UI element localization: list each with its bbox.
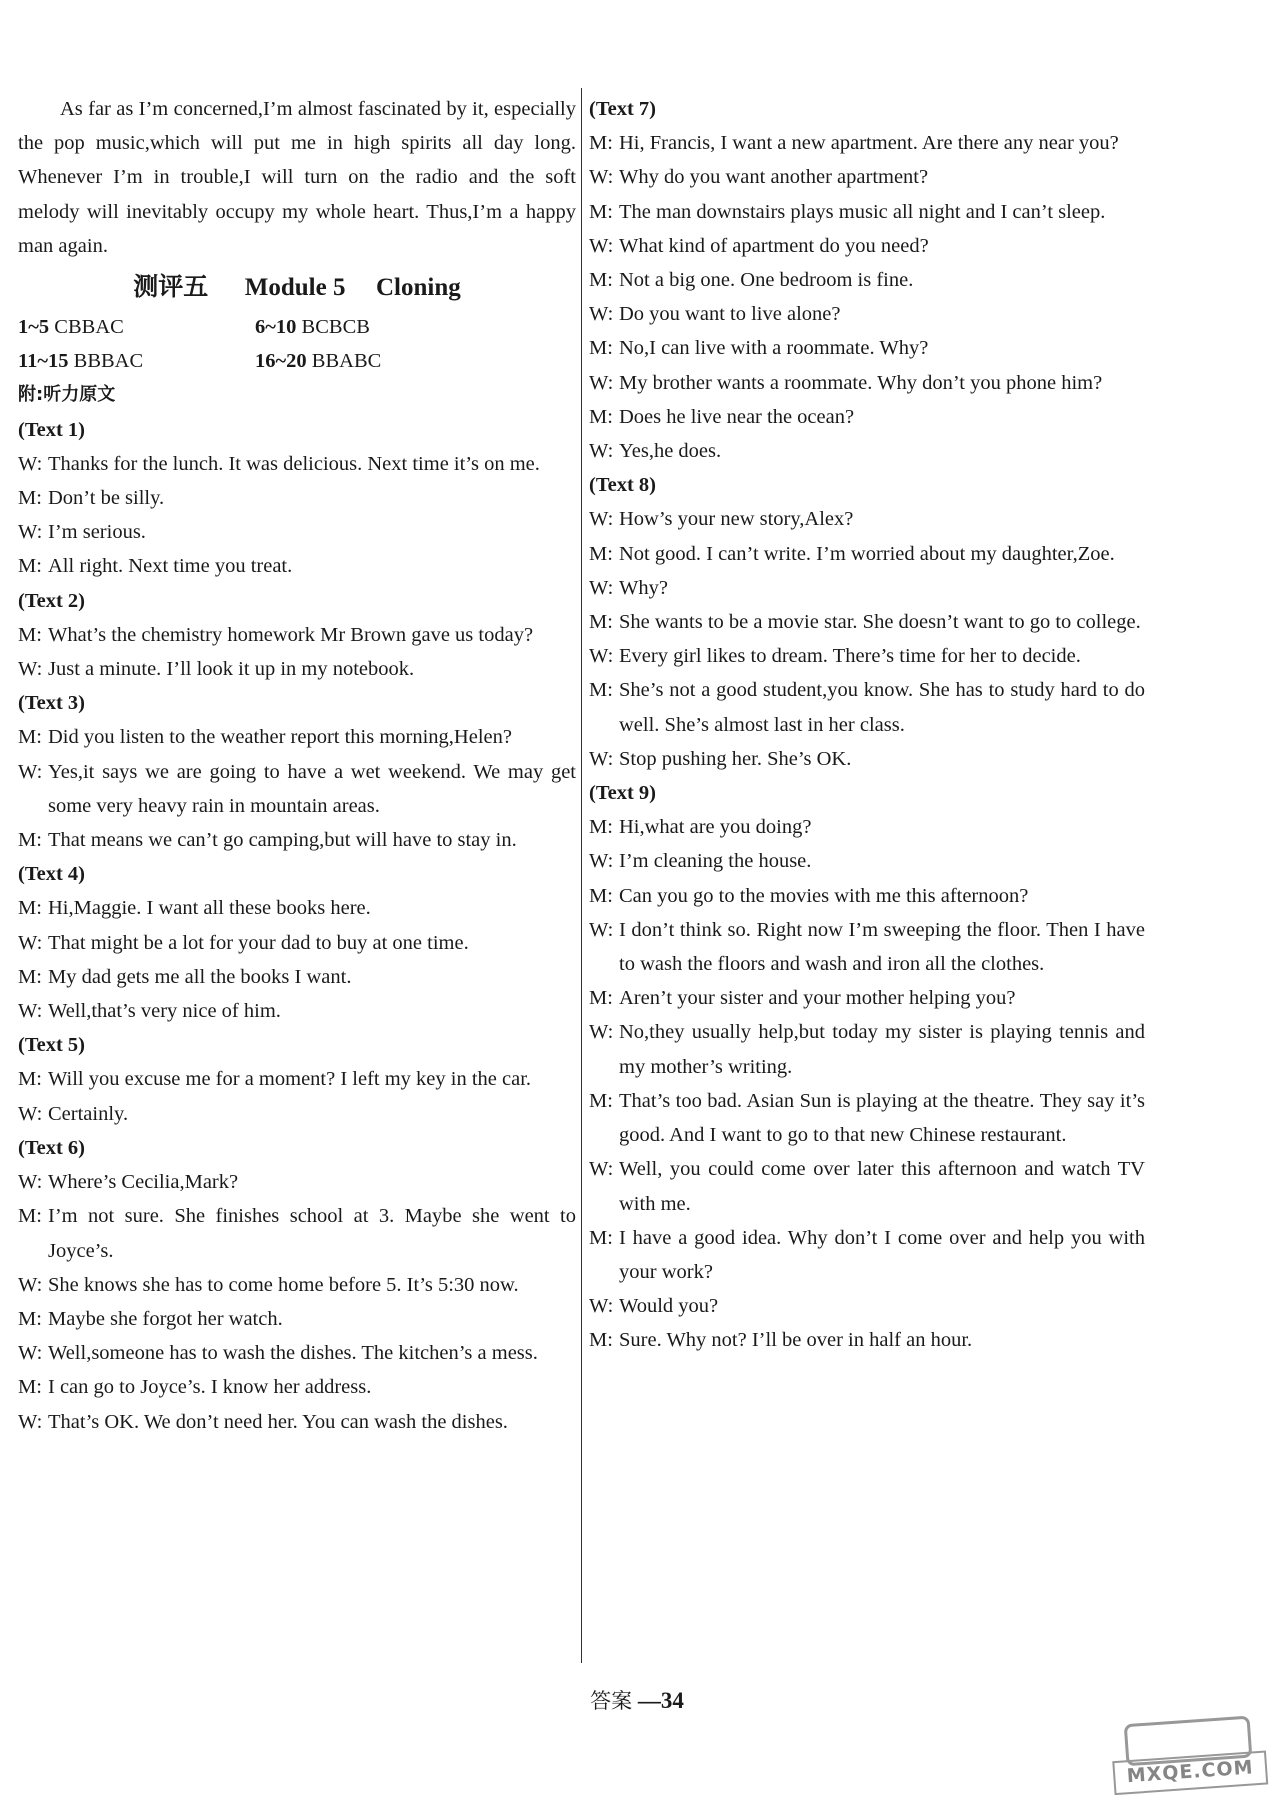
answer-key-group — [18, 344, 255, 378]
dialogue-line — [18, 926, 576, 960]
dialogue-line — [18, 960, 576, 994]
dialogue-line — [18, 652, 576, 686]
dialogue-line — [589, 981, 1145, 1015]
dialogue-line — [18, 1165, 576, 1199]
dialogue-text: I’m cleaning the house. — [619, 850, 812, 873]
dialogue-text: No,they usually help,but today my sister is playing tennis and my mother’s writing. — [619, 1021, 1145, 1078]
speaker-label: W: — [18, 760, 43, 783]
dialogue-text: That’s too bad. Asian Sun is playing at the theatre. They say it’s good. And I want to go to that new Chinese restaurant. — [619, 1089, 1145, 1147]
speaker-label: W: — [589, 303, 614, 326]
dialogue-text: Aren’t your sister and your mother helping you? — [619, 987, 1016, 1010]
speaker-label: M: — [589, 405, 613, 428]
dialogue-text: My brother wants a roommate. Why don’t you phone him? — [619, 371, 1103, 394]
dialogue-line — [589, 1152, 1145, 1220]
dialogue-text: That means we can’t go camping,but will have to stay in. — [48, 829, 517, 852]
dialogue-text: I don’t think so. Right now I’m sweeping the floor. Then I have to wash the floors and wash and iron all the clothes. — [619, 918, 1145, 976]
dialogue-text: Would you? — [619, 1295, 719, 1318]
column-divider — [581, 88, 582, 1663]
speaker-label: W: — [589, 371, 614, 394]
answer-range: 16~20 — [255, 350, 307, 373]
speaker-label: W: — [589, 508, 614, 531]
page-footer — [0, 1685, 1274, 1715]
dialogue-text: I’m serious. — [48, 521, 146, 544]
speaker-label: M: — [18, 1205, 42, 1228]
speaker-label: M: — [18, 623, 42, 646]
dialogue-text: No,I can live with a roommate. Why? — [619, 337, 929, 360]
speaker-label: W: — [18, 1171, 43, 1194]
speaker-label: M: — [589, 1329, 613, 1352]
speaker-label: W: — [18, 1342, 43, 1365]
speaker-label: W: — [18, 931, 43, 954]
speaker-label: M: — [589, 816, 613, 839]
speaker-label: M: — [18, 555, 42, 578]
dialogue-text: Does he live near the ocean? — [619, 405, 855, 428]
dialogue-line — [589, 639, 1145, 673]
dialogue-line — [589, 502, 1145, 536]
dialogue-line — [589, 605, 1145, 639]
dialogue-text: Sure. Why not? I’ll be over in half an hour. — [619, 1329, 973, 1352]
text-label: (Text 7) — [589, 98, 656, 120]
dialogue-line — [18, 891, 576, 925]
site-watermark-logo — [1110, 1715, 1265, 1795]
dialogue-text: Maybe she forgot her watch. — [48, 1307, 283, 1330]
dialogue-line — [18, 1062, 576, 1096]
dialogue-text: The man downstairs plays music all night and I can’t sleep. — [619, 200, 1106, 223]
answer-key-group — [18, 310, 255, 344]
speaker-label: M: — [18, 487, 42, 510]
dialogue-line — [589, 673, 1145, 741]
dialogue-text: She wants to be a movie star. She doesn’t want to go to college. — [619, 611, 1141, 634]
section-heading — [18, 265, 576, 310]
dialogue-line — [589, 913, 1145, 981]
dialogue-text: Why? — [619, 576, 668, 599]
dialogue-line — [589, 742, 1145, 776]
answer-letters: CBBAC — [54, 316, 124, 339]
speaker-label: W: — [18, 521, 43, 544]
dialogue-line — [18, 1268, 576, 1302]
speaker-label: M: — [589, 884, 613, 907]
dialogue-text: Not good. I can’t write. I’m worried about my daughter,Zoe. — [619, 542, 1115, 565]
dialogue-line — [589, 1323, 1145, 1357]
dialogue-line — [589, 571, 1145, 605]
text-label: (Text 8) — [589, 474, 656, 497]
dialogue-text: She knows she has to come home before 5. It’s 5:30 now. — [48, 1273, 519, 1296]
dialogue-text: That’s OK. We don’t need her. You can wash the dishes. — [48, 1410, 508, 1433]
dialogue-line — [589, 229, 1145, 263]
dialogue-line — [18, 755, 576, 823]
dialogue-text: Will you excuse me for a moment? I left my key in the car. — [48, 1068, 532, 1091]
dialogue-line — [18, 823, 576, 857]
speaker-label: W: — [589, 166, 614, 189]
dialogue-line — [18, 720, 576, 754]
text-label: (Text 1) — [18, 418, 85, 441]
speaker-label: M: — [589, 987, 613, 1010]
right-column — [589, 92, 1145, 1358]
dialogue-line — [18, 515, 576, 549]
dialogue-line — [18, 994, 576, 1028]
dialogue-line — [589, 126, 1145, 160]
speaker-label: M: — [589, 200, 613, 223]
left-transcripts — [18, 413, 576, 1439]
dialogue-text: Where’s Cecilia,Mark? — [48, 1171, 239, 1194]
speaker-label: W: — [18, 1000, 43, 1023]
dialogue-line — [18, 481, 576, 515]
dialogue-text: Did you listen to the weather report this morning,Helen? — [48, 726, 512, 749]
speaker-label: W: — [589, 234, 614, 257]
answer-key-group — [255, 310, 576, 344]
text-label: (Text 4) — [18, 863, 85, 886]
speaker-label: W: — [589, 645, 614, 668]
dialogue-line — [18, 618, 576, 652]
dialogue-line — [18, 1336, 576, 1370]
dialogue-text: Why do you want another apartment? — [619, 166, 929, 189]
speaker-label: M: — [589, 1226, 613, 1249]
dialogue-line — [589, 810, 1145, 844]
dialogue-line — [18, 549, 576, 583]
dialogue-text: Yes,it says we are going to have a wet weekend. We may get some very heavy rain in mountain areas. — [48, 760, 576, 817]
dialogue-line — [18, 1097, 576, 1131]
answer-key-group — [255, 344, 576, 378]
dialogue-text: Just a minute. I’ll look it up in my notebook. — [48, 658, 415, 681]
dialogue-text: I have a good idea. Why don’t I come over and help you with your work? — [619, 1226, 1145, 1283]
speaker-label: W: — [589, 918, 614, 941]
dialogue-text: What’s the chemistry homework Mr Brown gave us today? — [48, 623, 534, 646]
answer-range: 6~10 — [255, 316, 297, 339]
section-title-module: Module 5 — [244, 274, 346, 302]
speaker-label: M: — [589, 132, 613, 155]
text-label: (Text 3) — [18, 692, 85, 715]
dialogue-text: How’s your new story,Alex? — [619, 508, 854, 531]
speaker-label: W: — [589, 747, 614, 770]
speaker-label: W: — [589, 1295, 614, 1318]
dialogue-line — [18, 1370, 576, 1404]
speaker-label: W: — [589, 440, 614, 463]
dialogue-text: Don’t be silly. — [48, 487, 165, 510]
section-title-topic: Cloning — [375, 274, 461, 302]
answer-range: 11~15 — [18, 350, 69, 373]
speaker-label: W: — [18, 452, 43, 475]
dialogue-line — [589, 366, 1145, 400]
dialogue-text: I’m not sure. She finishes school at 3. Maybe she went to Joyce’s. — [48, 1205, 576, 1262]
dialogue-text: I can go to Joyce’s. I know her address. — [48, 1376, 372, 1399]
dialogue-line — [18, 447, 576, 481]
dialogue-line — [589, 879, 1145, 913]
text-label: (Text 9) — [589, 782, 656, 805]
dialogue-text: That might be a lot for your dad to buy at one time. — [48, 931, 469, 954]
dialogue-line — [589, 160, 1145, 194]
speaker-label: W: — [589, 1158, 614, 1181]
answer-letters: BBBAC — [73, 350, 144, 373]
dialogue-text: Not a big one. One bedroom is fine. — [619, 269, 914, 292]
answer-letters: BCBCB — [301, 316, 370, 339]
text-label: (Text 2) — [18, 589, 85, 612]
essay-paragraph: As far as I’m concerned,I’m almost fascinated by it, especially the pop music,which will put me in high spirits all day long. Whenever I’m in trouble,I will turn on the radio and the soft melody will inevitably occupy my whole heart. Thus,I’m a happy man again. — [18, 98, 576, 257]
speaker-label: W: — [589, 1021, 614, 1044]
dialogue-line — [18, 1199, 576, 1267]
answer-keys — [18, 310, 576, 378]
dialogue-text: Hi, Francis, I want a new apartment. Are there any near you? — [619, 132, 1119, 155]
speaker-label: M: — [18, 1376, 42, 1399]
dialogue-line — [589, 263, 1145, 297]
dialogue-line — [18, 1302, 576, 1336]
footer-page-number: —34 — [637, 1688, 684, 1713]
speaker-label: M: — [18, 1068, 42, 1091]
dialogue-line — [589, 1289, 1145, 1323]
dialogue-text: What kind of apartment do you need? — [619, 234, 929, 257]
dialogue-line — [18, 1405, 576, 1439]
dialogue-text: Certainly. — [48, 1102, 129, 1125]
text-label: (Text 6) — [18, 1136, 85, 1159]
speaker-label: W: — [18, 1273, 43, 1296]
text-label: (Text 5) — [18, 1034, 85, 1057]
speaker-label: M: — [589, 337, 613, 360]
left-column — [18, 92, 576, 1439]
speaker-label: W: — [18, 1102, 43, 1125]
right-transcripts — [589, 92, 1145, 1358]
dialogue-text: Can you go to the movies with me this afternoon? — [619, 884, 1029, 907]
dialogue-text: Well,that’s very nice of him. — [48, 1000, 281, 1023]
watermark-url: MXQE.COM — [1112, 1750, 1268, 1795]
speaker-label: M: — [589, 611, 613, 634]
speaker-label: M: — [18, 1307, 42, 1330]
dialogue-text: She’s not a good student,you know. She has to study hard to do well. She’s almost last in her class. — [619, 679, 1145, 736]
dialogue-text: My dad gets me all the books I want. — [48, 965, 352, 988]
speaker-label: M: — [589, 1089, 613, 1112]
speaker-label: M: — [589, 679, 613, 702]
speaker-label: M: — [589, 542, 613, 565]
speaker-label: M: — [18, 897, 42, 920]
dialogue-text: Well, you could come over later this afternoon and watch TV with me. — [619, 1158, 1145, 1215]
speaker-label: W: — [18, 1410, 43, 1433]
speaker-label: M: — [18, 726, 42, 749]
dialogue-line — [589, 331, 1145, 365]
dialogue-line — [589, 844, 1145, 878]
dialogue-line — [589, 1221, 1145, 1289]
section-title-zh: 测评五 — [133, 272, 209, 302]
dialogue-text: All right. Next time you treat. — [48, 555, 293, 578]
speaker-label: M: — [18, 829, 42, 852]
dialogue-line — [589, 1084, 1145, 1152]
dialogue-text: Well,someone has to wash the dishes. The kitchen’s a mess. — [48, 1342, 538, 1365]
speaker-label: W: — [18, 658, 43, 681]
speaker-label: W: — [589, 576, 614, 599]
speaker-label: W: — [589, 850, 614, 873]
dialogue-text: Yes,he does. — [619, 440, 722, 463]
dialogue-line — [589, 400, 1145, 434]
dialogue-line — [589, 195, 1145, 229]
speaker-label: M: — [18, 965, 42, 988]
dialogue-line — [589, 1015, 1145, 1083]
dialogue-line — [589, 537, 1145, 571]
attachment-label: 附:听力原文 — [18, 384, 116, 406]
dialogue-text: Hi,Maggie. I want all these books here. — [48, 897, 371, 920]
footer-label: 答案 — [590, 1689, 633, 1713]
dialogue-text: Every girl likes to dream. There’s time for her to decide. — [619, 645, 1081, 668]
dialogue-text: Stop pushing her. She’s OK. — [619, 747, 852, 770]
dialogue-text: Hi,what are you doing? — [619, 816, 812, 839]
dialogue-line — [589, 297, 1145, 331]
answer-letters: BBABC — [311, 350, 382, 373]
dialogue-text: Thanks for the lunch. It was delicious. Next time it’s on me. — [48, 452, 540, 475]
speaker-label: M: — [589, 269, 613, 292]
dialogue-text: Do you want to live alone? — [619, 303, 841, 326]
dialogue-line — [589, 434, 1145, 468]
answer-range: 1~5 — [18, 316, 50, 339]
